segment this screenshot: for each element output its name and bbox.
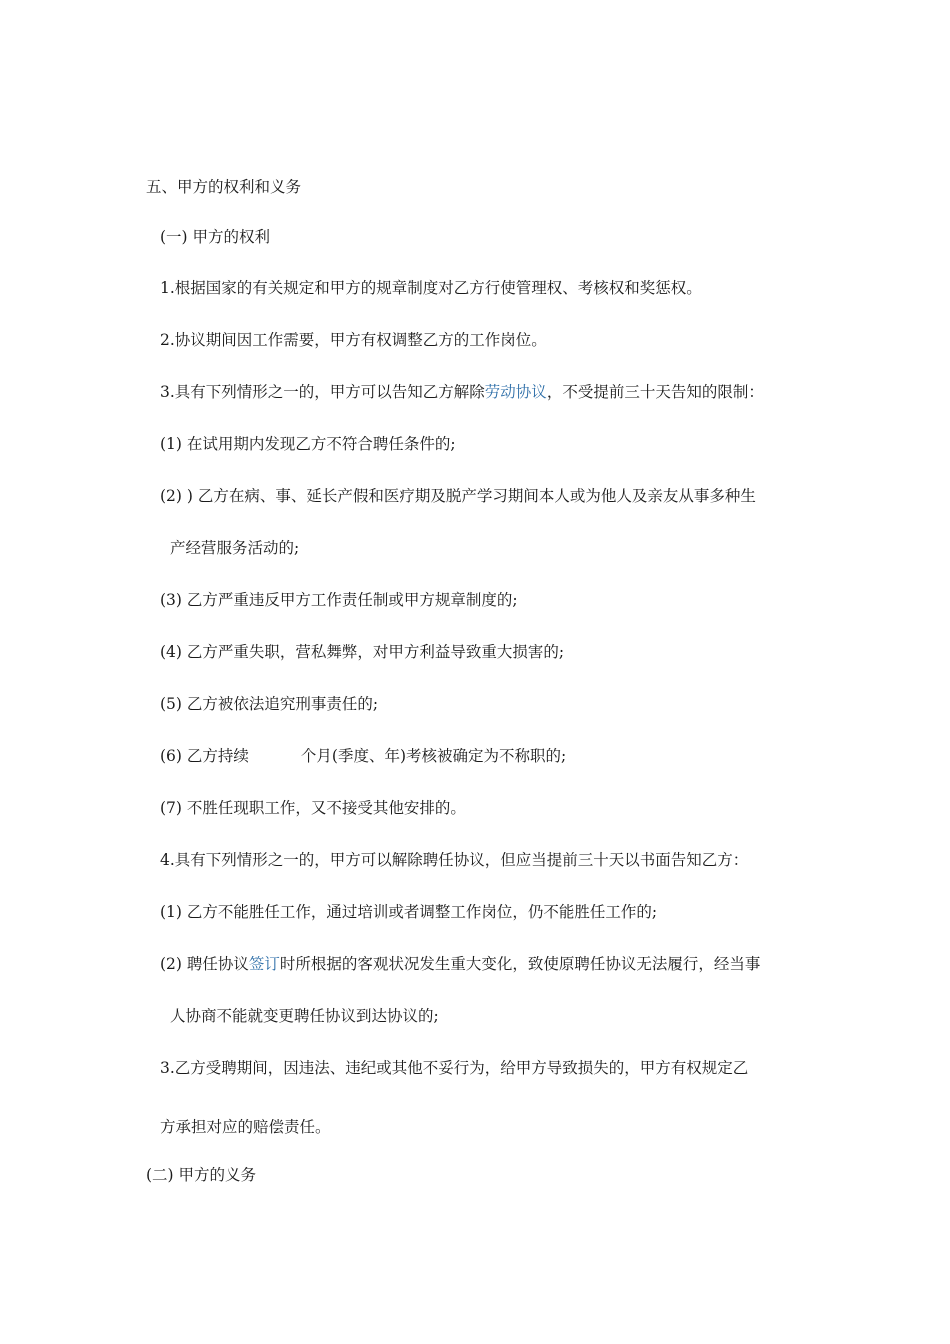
- item3-sub-6: [160, 746, 566, 766]
- item3-sub-4: (4) 乙方严重失职，营私舞弊，对甲方利益导致重大损害的;: [160, 643, 565, 661]
- labor-agreement-link[interactable]: 劳动协议: [484, 383, 547, 401]
- rights-item-3-text-after: ，不受提前三十天告知的限制：: [546, 383, 764, 401]
- rights-item-5-line1: 3.乙方受聘期间，因违法、违纪或其他不妥行为，给甲方导致损失的，甲方有权规定乙: [160, 1059, 749, 1077]
- rights-item-3-text-before: 3.具有下列情形之一的，甲方可以告知乙方解除: [160, 383, 485, 401]
- item4-sub-1: (1) 乙方不能胜任工作，通过培训或者调整工作岗位，仍不能胜任工作的;: [160, 903, 658, 921]
- item3-sub-1: (1) 在试用期内发现乙方不符合聘任条件的;: [160, 435, 456, 453]
- rights-item-5-line2: 方承担对应的赔偿责任。: [160, 1118, 331, 1136]
- rights-item-2: 2.协议期间因工作需要，甲方有权调整乙方的工作岗位。: [160, 331, 547, 349]
- subsection-duties-heading: (二) 甲方的义务: [146, 1166, 257, 1184]
- item3-sub-3: (3) 乙方严重违反甲方工作责任制或甲方规章制度的;: [160, 591, 518, 609]
- item4-sub-2-line1: [160, 954, 760, 974]
- item3-sub-2-line1: (2) ) 乙方在病、事、延长产假和医疗期及脱产学习期间本人或为他人及亲友从事多种生: [160, 487, 756, 505]
- item3-sub-6-part1: (6) 乙方持续: [160, 747, 249, 765]
- item3-sub-7: (7) 不胜任现职工作，又不接受其他安排的。: [160, 799, 466, 817]
- item4-sub-2-line2: 人协商不能就变更聘任协议到达协议的;: [170, 1007, 439, 1025]
- item4-sub-2-text-before: (2) 聘任协议: [160, 955, 249, 973]
- signing-link[interactable]: 签订: [248, 955, 280, 973]
- item3-sub-6-part2: 个月(季度、年)考核被确定为不称职的;: [300, 747, 567, 765]
- rights-item-3: [160, 382, 764, 402]
- section-title: 五、甲方的权利和义务: [146, 178, 302, 196]
- subsection-rights-heading: (一) 甲方的权利: [160, 228, 271, 246]
- item3-sub-5: (5) 乙方被依法追究刑事责任的;: [160, 695, 379, 713]
- item3-sub-2-line2: 产经营服务活动的;: [170, 539, 300, 557]
- rights-item-4: 4.具有下列情形之一的，甲方可以解除聘任协议，但应当提前三十天以书面告知乙方：: [160, 851, 749, 869]
- item4-sub-2-text-after: 时所根据的客观状况发生重大变化，致使原聘任协议无法履行，经当事: [279, 955, 761, 973]
- rights-item-1: 1.根据国家的有关规定和甲方的规章制度对乙方行使管理权、考核权和奖惩权。: [160, 279, 702, 297]
